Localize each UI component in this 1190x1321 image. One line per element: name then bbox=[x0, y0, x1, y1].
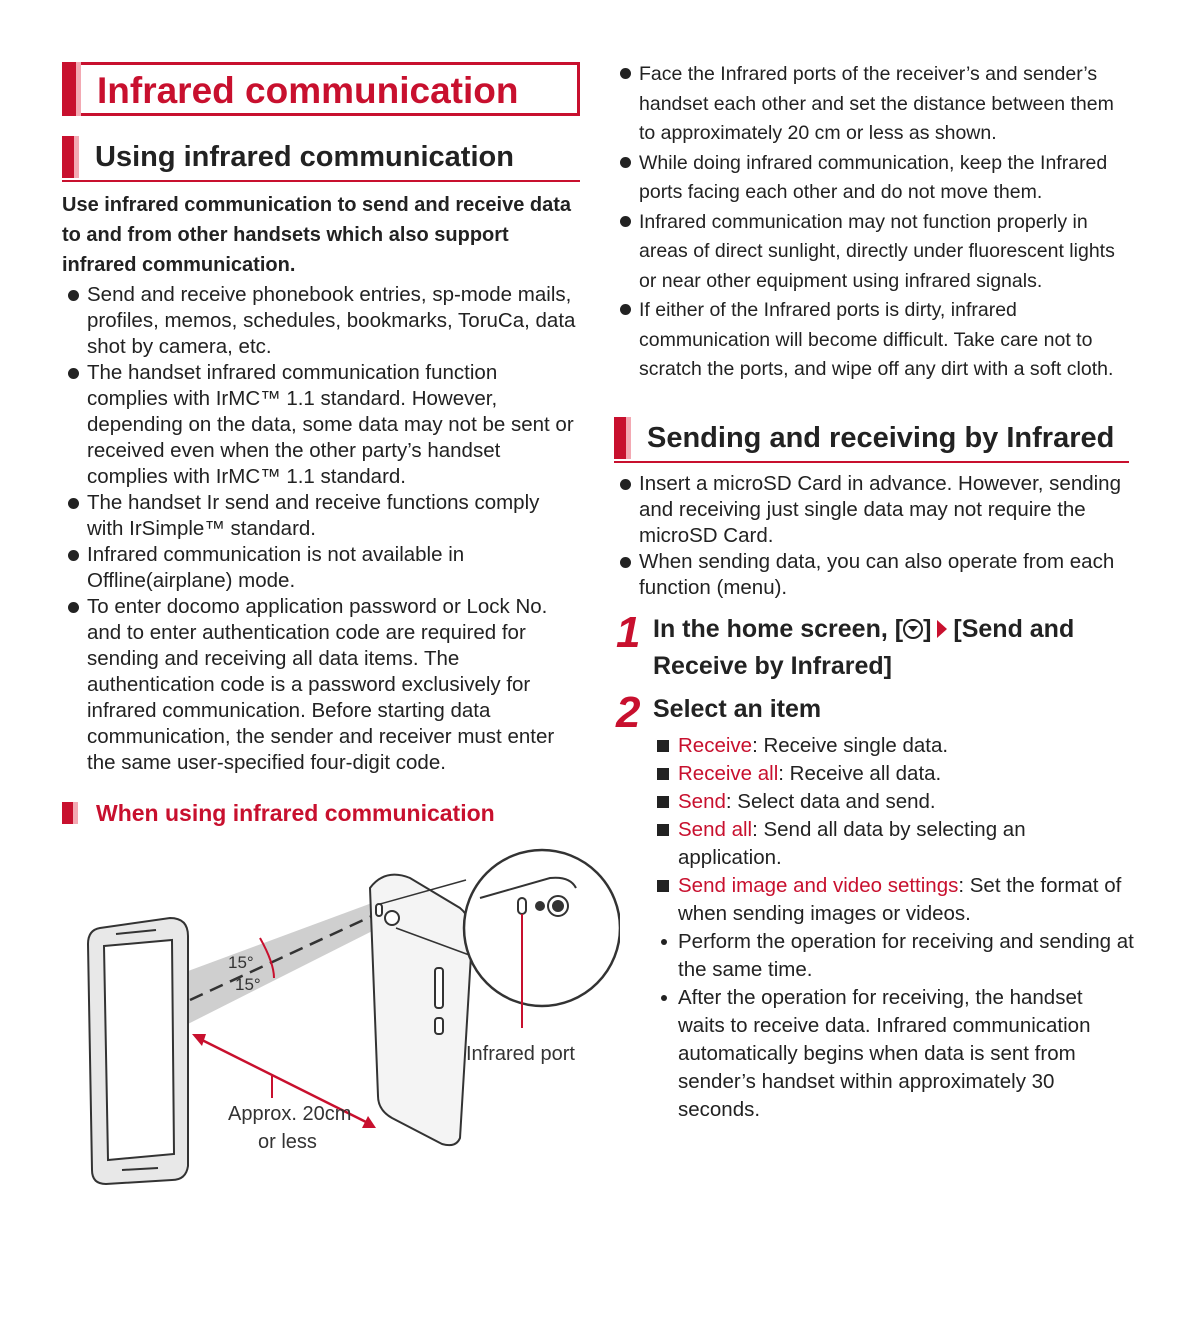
infrared-port-label: Infrared port bbox=[466, 1043, 575, 1065]
step-text: ] bbox=[923, 614, 932, 643]
step-text: [Send and Receive by Infrared] bbox=[653, 614, 1075, 680]
list-item: While doing infrared communication, keep the Infrared ports facing each other and do not move them. bbox=[614, 149, 1134, 208]
list-item: When sending data, you can also operate from each function (menu). bbox=[614, 549, 1134, 601]
list-item: Send image and video settings: Set the format of when sending images or videos. bbox=[653, 872, 1134, 928]
infrared-beam bbox=[180, 900, 398, 1028]
usage-notes-list bbox=[614, 60, 1134, 385]
distance-label-line1: Approx. 20cm bbox=[228, 1103, 352, 1125]
list-item: Send: Select data and send. bbox=[653, 788, 1134, 816]
section-heading-text: Using infrared communication bbox=[95, 141, 514, 173]
list-item: Face the Infrared ports of the receiver’s and sender’s handset each other and set the distance between them to approximately 20 cm or less as shown. bbox=[614, 60, 1134, 149]
usage-bullet-list bbox=[62, 282, 580, 776]
option-term: Send bbox=[678, 789, 726, 813]
step-text: In the home screen, [ bbox=[653, 614, 904, 643]
step-2 bbox=[614, 687, 1134, 737]
infrared-diagram bbox=[80, 848, 620, 1188]
list-item: The handset Ir send and receive functions comply with IrSimple™ standard. bbox=[62, 490, 580, 542]
section-heading-using bbox=[62, 134, 580, 182]
list-item: Send all: Send all data by selecting an application. bbox=[653, 816, 1134, 872]
list-item: After the operation for receiving, the handset waits to receive data. Infrared communication automatically begins when data is sent from sender’s handset within approximately 30 seconds. bbox=[653, 984, 1134, 1124]
angle-label-bottom: 15° bbox=[235, 975, 261, 994]
step-number: 1 bbox=[616, 607, 641, 657]
subsection-heading bbox=[62, 798, 580, 828]
list-item: Infrared communication is not available in Offline(airplane) mode. bbox=[62, 542, 580, 594]
receiver-handset bbox=[88, 918, 188, 1184]
menu-key-icon bbox=[903, 619, 923, 639]
list-item: Receive all: Receive all data. bbox=[653, 760, 1134, 788]
list-item: To enter docomo application password or Lock No. and to enter authentication code are required for sending and receiving all data items. The authentication code is a password exclusively for infrared communication. Before starting data communication, the sender and receiver must enter the same user-specified four-digit code. bbox=[62, 594, 580, 776]
option-term: Send all bbox=[678, 817, 753, 841]
option-list bbox=[614, 732, 1134, 1124]
section-heading-text: Sending and receiving by Infrared bbox=[647, 421, 1115, 454]
option-term: Receive bbox=[678, 733, 753, 757]
list-item: If either of the Infrared ports is dirty, infrared communication will become difficult. Take care not to scratch the ports, and wipe off any dirt with a soft cloth. bbox=[614, 296, 1134, 385]
arrow-head-left bbox=[192, 1034, 206, 1046]
list-item: Infrared communication may not function properly in areas of direct sunlight, directly under fluorescent lights or near other equipment using infrared signals. bbox=[614, 208, 1134, 297]
left-column bbox=[62, 62, 580, 828]
step-text: Select an item bbox=[653, 694, 822, 723]
prerequisite-list bbox=[614, 471, 1134, 601]
list-item: Receive: Receive single data. bbox=[653, 732, 1134, 760]
option-term: Send image and video settings bbox=[678, 873, 959, 897]
distance-label-line2: or less bbox=[258, 1131, 317, 1153]
right-column bbox=[614, 58, 1134, 1124]
option-term: Receive all bbox=[678, 761, 779, 785]
sender-handset bbox=[370, 875, 472, 1145]
subsection-heading-text: When using infrared communication bbox=[96, 800, 495, 826]
arrow-right-icon bbox=[937, 620, 947, 638]
angle-label-top: 15° bbox=[228, 953, 254, 972]
page-title-box bbox=[62, 62, 580, 116]
step-1 bbox=[614, 607, 1134, 685]
page-title: Infrared communication bbox=[97, 70, 519, 111]
list-item: Perform the operation for receiving and sending at the same time. bbox=[653, 928, 1134, 984]
section-heading-sending bbox=[614, 415, 1129, 463]
list-item: Send and receive phonebook entries, sp-mode mails, profiles, memos, schedules, bookmarks, ToruCa, data shot by camera, etc. bbox=[62, 282, 580, 360]
intro-paragraph: Use infrared communication to send and receive data to and from other handsets which also support infrared communication. bbox=[62, 194, 572, 276]
step-number: 2 bbox=[616, 687, 641, 737]
magnifier bbox=[464, 850, 620, 1006]
list-item: The handset infrared communication function complies with IrMC™ 1.1 standard. However, depending on the data, some data may not be sent or received even when the other party’s handset complies with IrMC™ 1.1 standard. bbox=[62, 360, 580, 490]
list-item: Insert a microSD Card in advance. However, sending and receiving just single data may not require the microSD Card. bbox=[614, 471, 1134, 549]
